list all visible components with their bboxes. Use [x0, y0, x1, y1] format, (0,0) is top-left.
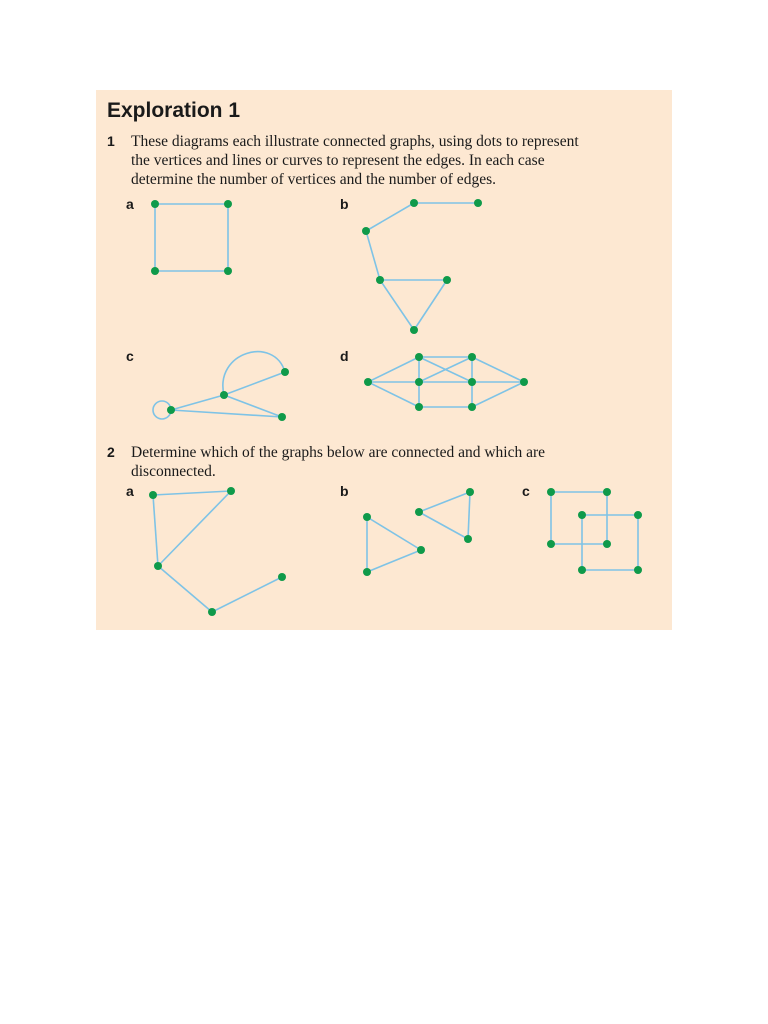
vertex: [468, 353, 476, 361]
curved-edge: [223, 352, 285, 395]
edge: [368, 382, 419, 407]
vertex: [281, 368, 289, 376]
q1-graph-a: [151, 200, 232, 275]
edge: [153, 495, 158, 566]
edge: [158, 566, 212, 612]
vertex: [578, 566, 586, 574]
edge: [414, 280, 447, 330]
vertex: [466, 488, 474, 496]
vertex: [415, 508, 423, 516]
edge: [153, 491, 231, 495]
exploration-svg: [96, 90, 672, 630]
q2-label-a: a: [126, 483, 134, 499]
edge: [366, 203, 414, 231]
q1-graph-c: [153, 352, 289, 421]
q1-line-2: the vertices and lines or curves to represent the edges. In each case: [131, 152, 545, 169]
vertex: [634, 511, 642, 519]
vertex: [224, 267, 232, 275]
vertex: [410, 326, 418, 334]
edge: [367, 517, 421, 550]
vertex: [410, 199, 418, 207]
vertex: [547, 488, 555, 496]
vertex: [220, 391, 228, 399]
edge: [171, 395, 224, 410]
edge: [212, 577, 282, 612]
vertex: [468, 378, 476, 386]
edge: [366, 231, 380, 280]
vertex: [634, 566, 642, 574]
q1-label-c: c: [126, 348, 134, 364]
q2-line-1: Determine which of the graphs below are connected and which are: [131, 444, 546, 461]
edge: [472, 382, 524, 407]
vertex: [603, 540, 611, 548]
q1-line-1: These diagrams each illustrate connected graphs, using dots to represent: [131, 133, 579, 150]
vertex: [443, 276, 451, 284]
q2-graph-c: [547, 488, 642, 574]
q2-graph-b: [363, 488, 474, 576]
vertex: [151, 267, 159, 275]
vertex: [464, 535, 472, 543]
exploration-title: Exploration 1: [107, 99, 241, 122]
edge: [472, 357, 524, 382]
vertex: [547, 540, 555, 548]
edge: [158, 491, 231, 566]
vertex: [227, 487, 235, 495]
q1-label-b: b: [340, 196, 349, 212]
q1-label-a: a: [126, 196, 134, 212]
vertex: [376, 276, 384, 284]
q1-graph-d: [364, 353, 528, 411]
edge: [380, 280, 414, 330]
vertex: [468, 403, 476, 411]
edge: [367, 550, 421, 572]
vertex: [167, 406, 175, 414]
q1-label-d: d: [340, 348, 349, 364]
q2-line-2: disconnected.: [131, 463, 216, 480]
vertex: [474, 199, 482, 207]
vertex: [224, 200, 232, 208]
vertex: [362, 227, 370, 235]
q2-label-c: c: [522, 483, 530, 499]
vertex: [278, 573, 286, 581]
vertex: [520, 378, 528, 386]
vertex: [149, 491, 157, 499]
vertex: [363, 513, 371, 521]
vertex: [415, 378, 423, 386]
vertex: [603, 488, 611, 496]
vertex: [151, 200, 159, 208]
vertex: [364, 378, 372, 386]
q2-graph-a: [149, 487, 286, 616]
q1-line-3: determine the number of vertices and the number of edges.: [131, 171, 496, 188]
q1-graph-b: [362, 199, 482, 334]
edge: [419, 492, 470, 512]
edge: [419, 512, 468, 539]
exploration-panel: [96, 90, 672, 630]
edge: [368, 357, 419, 382]
q2-number: 2: [107, 444, 115, 460]
vertex: [154, 562, 162, 570]
vertex: [278, 413, 286, 421]
q1-number: 1: [107, 133, 115, 149]
q2-label-b: b: [340, 483, 349, 499]
vertex: [578, 511, 586, 519]
edge: [224, 372, 285, 395]
vertex: [208, 608, 216, 616]
vertex: [415, 403, 423, 411]
vertex: [415, 353, 423, 361]
vertex: [417, 546, 425, 554]
edge: [468, 492, 470, 539]
vertex: [363, 568, 371, 576]
